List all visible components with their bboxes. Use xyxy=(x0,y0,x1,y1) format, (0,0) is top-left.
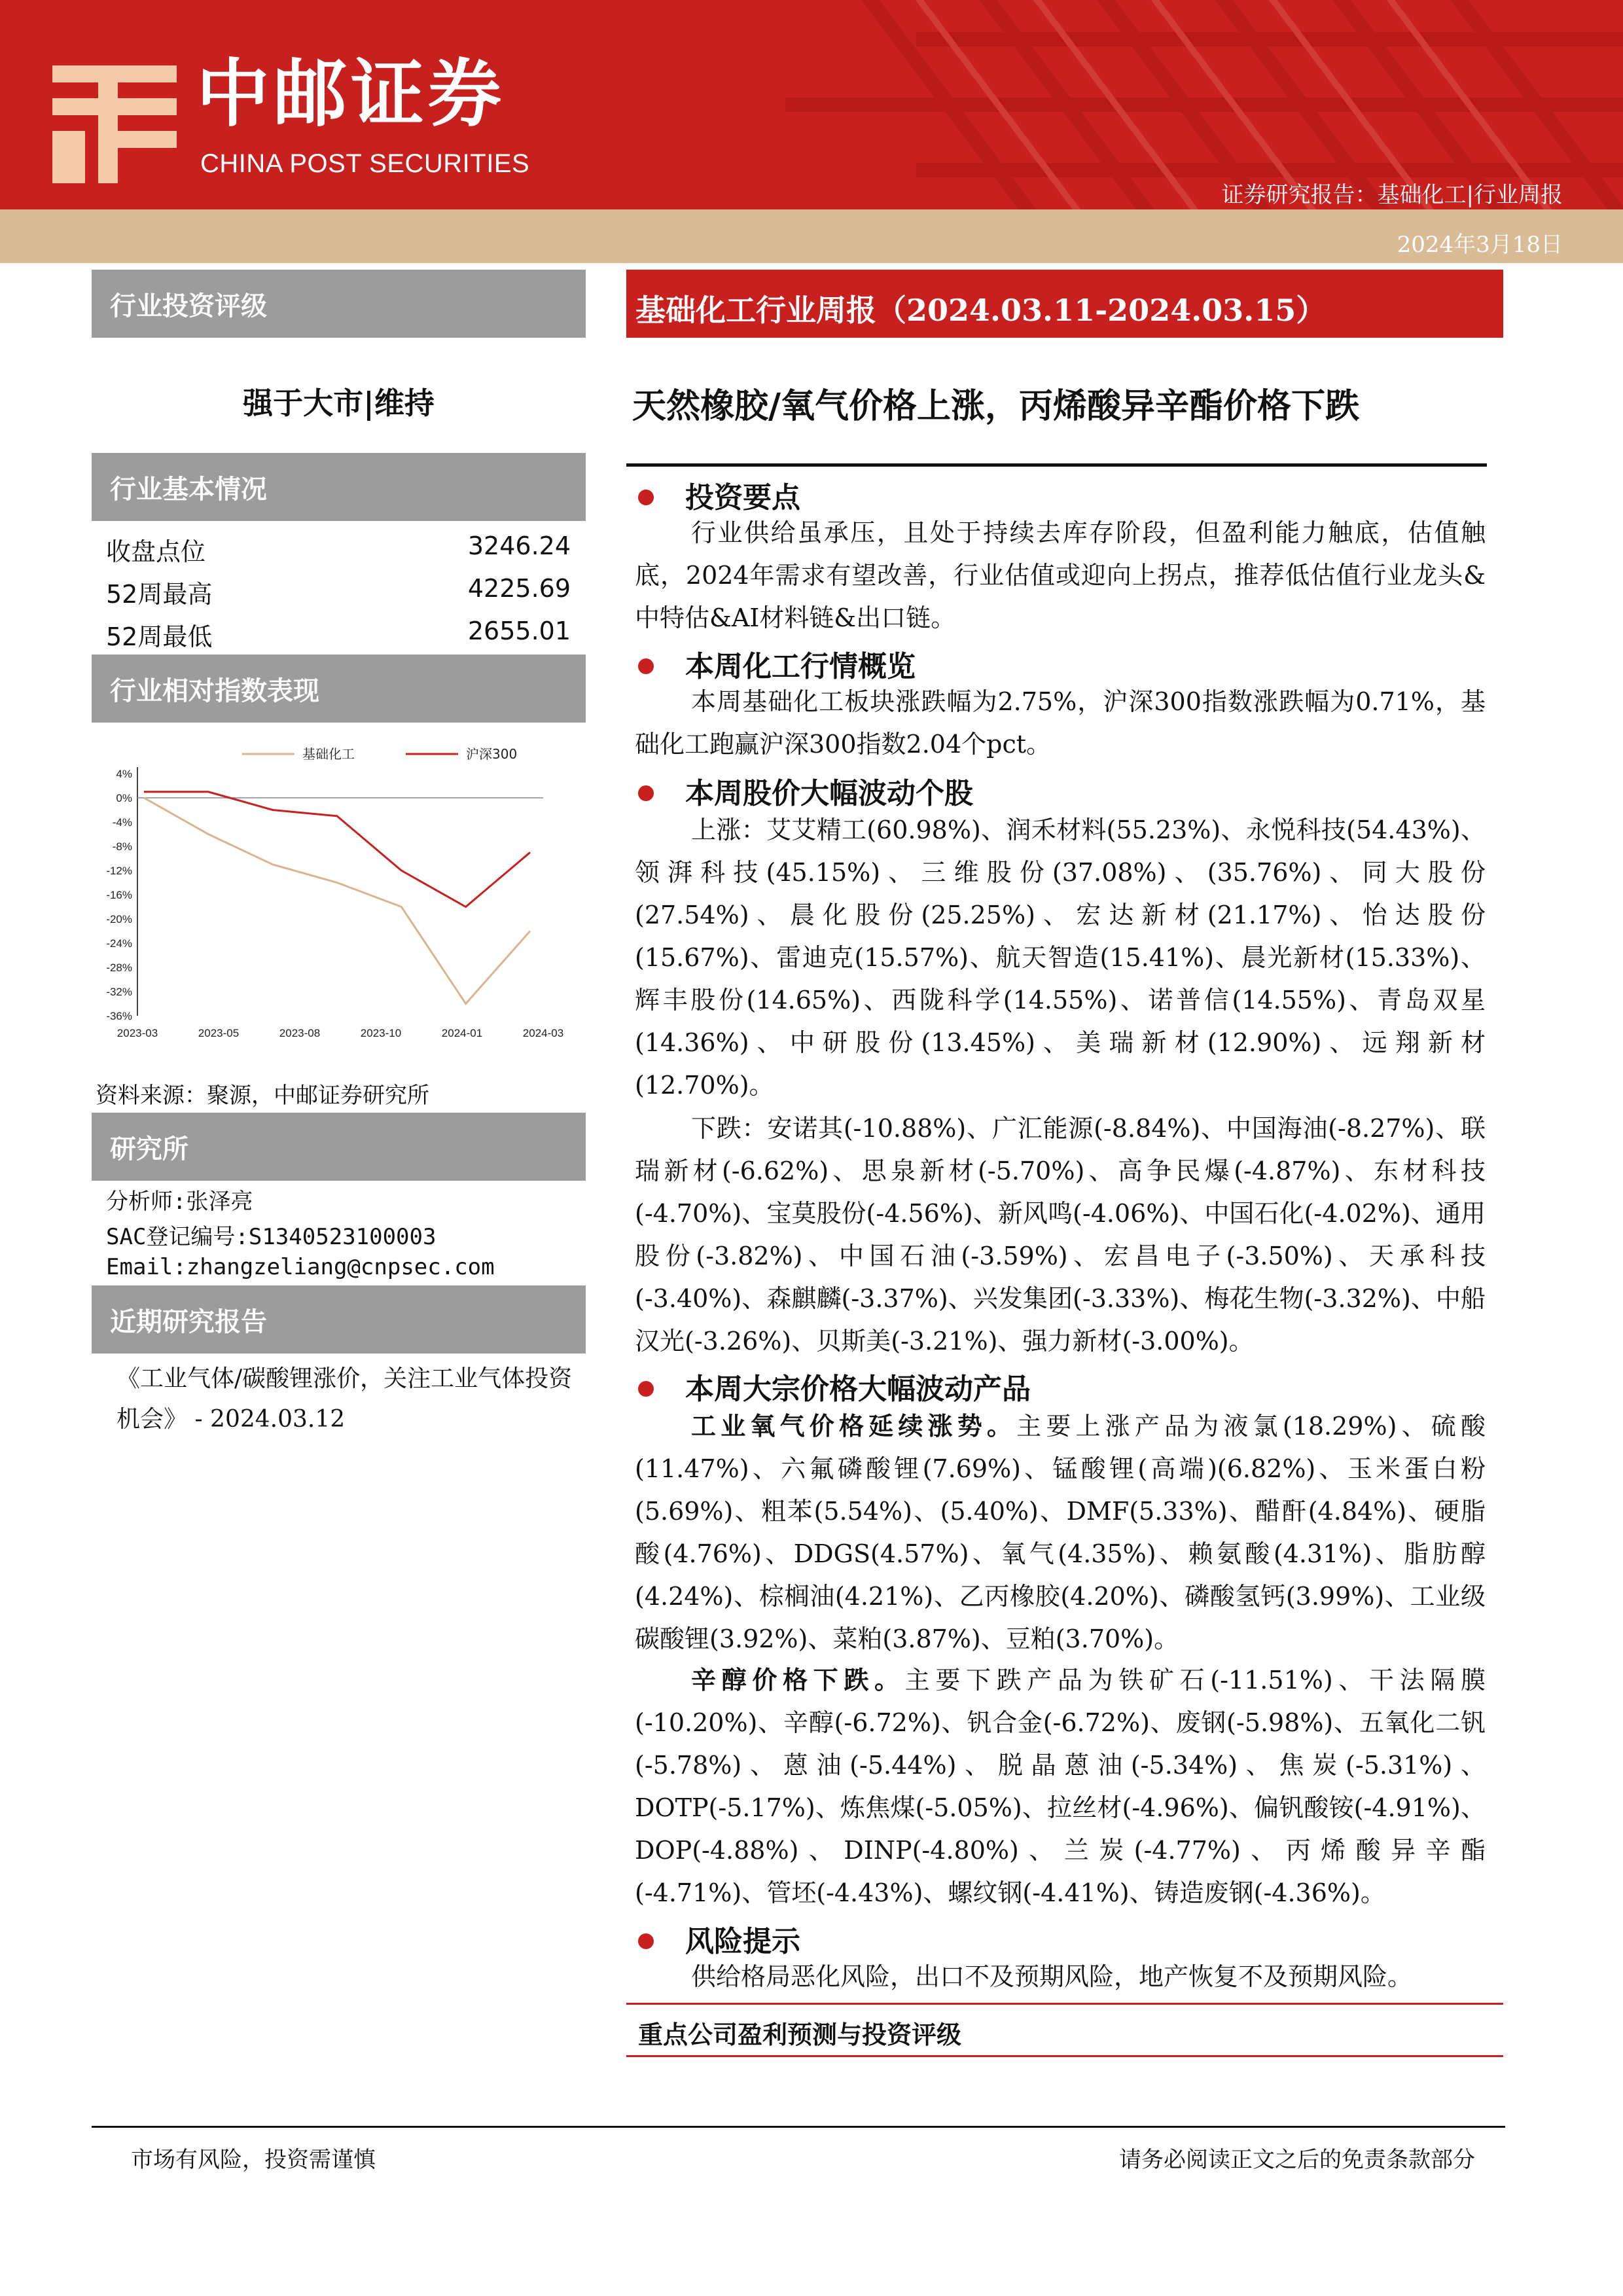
y-tick-label: -24% xyxy=(106,937,132,950)
x-tick-label: 2023-10 xyxy=(360,1027,402,1039)
y-tick-label: -12% xyxy=(106,865,132,877)
recent-section-header xyxy=(92,1285,586,1354)
x-tick-label: 2023-03 xyxy=(116,1027,158,1039)
paragraph xyxy=(635,1659,1486,1914)
report-date: 2024年3月18日 xyxy=(1397,232,1563,258)
chart-source: 资料来源：聚源，中邮证券研究所 xyxy=(96,1083,429,1109)
divider xyxy=(626,463,1487,467)
recent-section-title: 近期研究报告 xyxy=(110,1306,267,1337)
bullet-icon xyxy=(638,658,654,674)
y-tick-label: -8% xyxy=(112,840,132,853)
body-text: 主要上涨产品为液氯(18.29%)、硫酸(11.47%)、六氟磷酸锂(7.69%)、锰酸锂(高端)(6.82%)、玉米蛋白粉(5.69%)、粗苯(5.54%)、(5.40%)、DMF(5.33%)、醋酐(4.84%)、硬脂酸(4.76%)、DDGS(4.57%)、氧气(4.35%)、赖氨酸(4.31%)、脂肪醇(4.24%)、棕榈油(4.21%)、乙丙橡胶(4.20%)、磷酸氢钙(3.99%)、工业级碳酸锂(3.92%)、菜粕(3.87%)、豆粕(3.70%)。 xyxy=(635,1412,1486,1653)
section-body xyxy=(635,1956,1486,1998)
legend-label: 沪深300 xyxy=(466,746,518,762)
paragraph: 下跌：安诺其(-10.88%)、广汇能源(-8.84%)、中国海油(-8.27%)、联瑞新材(-6.62%)、思泉新材(-5.70%)、高争民爆(-4.87%)、东材科技(-4.70%)、宝莫股份(-4.56%)、新风鸣(-4.06%)、中国石化(-4.02%)、通用股份(-3.82%)、中国石油(-3.59%)、宏昌电子(-3.50%)、天承科技(-3.40%)、森麒麟(-3.37%)、兴发集团(-3.33%)、梅花生物(-3.32%)、中船汉光(-3.26%)、贝斯美(-3.21%)、强力新材(-3.00%)。 xyxy=(635,1114,1486,1355)
paragraph: 行业供给虽承压，且处于持续去库存阶段，但盈利能力触底，估值触底，2024年需求有望改善，行业估值或迎向上拐点，推荐低估值行业龙头&中特估&AI材料链&出口链。 xyxy=(635,518,1486,632)
paragraph: 供给格局恶化风险，出口不及预期风险，地产恢复不及预期风险。 xyxy=(691,1962,1413,1991)
relative-index-chart xyxy=(92,728,576,1042)
basic-section-header xyxy=(92,453,586,521)
sac-number: SAC登记编号:S1340523100003 xyxy=(106,1224,437,1250)
bullet-icon xyxy=(638,785,654,801)
headline: 天然橡胶/氧气价格上涨，丙烯酸异辛酯价格下跌 xyxy=(632,386,1359,426)
china-post-logo-icon xyxy=(52,65,177,183)
research-section-header xyxy=(92,1113,586,1181)
lead-text: 辛醇价格下跌。 xyxy=(691,1665,905,1695)
performance-section-header xyxy=(92,655,586,723)
chart-svg xyxy=(92,728,576,1042)
section-title: 风险提示 xyxy=(685,1925,800,1958)
series-line xyxy=(144,792,530,907)
performance-section-title: 行业相对指数表现 xyxy=(110,675,319,706)
stat-label: 收盘点位 xyxy=(106,537,206,566)
y-tick-label: -32% xyxy=(106,986,132,998)
brand-name-en: CHINA POST SECURITIES xyxy=(200,149,530,178)
stat-value: 3246.24 xyxy=(467,531,571,560)
divider xyxy=(626,2055,1503,2057)
section-title: 本周化工行情概览 xyxy=(685,650,916,683)
y-tick-label: -28% xyxy=(106,961,132,974)
section-heading xyxy=(638,1918,800,1960)
section-title: 投资要点 xyxy=(685,481,800,514)
bullet-icon xyxy=(638,1933,654,1949)
section-title: 本周大宗价格大幅波动产品 xyxy=(685,1372,1031,1406)
report-title: 基础化工行业周报（2024.03.11-2024.03.15） xyxy=(635,293,1327,328)
paragraph: 本周基础化工板块涨跌幅为2.75%，沪深300指数涨跌幅为0.71%，基础化工跑赢沪深300指数2.04个pct。 xyxy=(635,687,1486,759)
basic-section-title: 行业基本情况 xyxy=(110,474,267,505)
lead-text: 工业氧气价格延续涨势。 xyxy=(691,1411,1017,1441)
body-text: 主要下跌产品为铁矿石(-11.51%)、干法隔膜(-10.20%)、辛醇(-6.72%)、钒合金(-6.72%)、废钢(-5.98%)、五氧化二钒(-5.78%)、蒽油(-5.44%)、脱晶蒽油(-5.34%)、焦炭(-5.31%)、DOTP(-5.17%)、炼焦煤(-5.05%)、拉丝材(-4.96%)、偏钒酸铵(-4.91%)、DOP(-4.88%)、DINP(-4.80%)、兰炭(-4.77%)、丙烯酸异辛酯(-4.71%)、管坯(-4.43%)、螺纹钢(-4.41%)、铸造废钢(-4.36%)。 xyxy=(635,1666,1486,1907)
industry-rating: 强于大市|维持 xyxy=(243,386,435,421)
y-tick-label: 0% xyxy=(116,792,132,804)
legend-label: 基础化工 xyxy=(302,746,355,762)
footer-risk-note: 市场有风险，投资需谨慎 xyxy=(131,2147,376,2173)
key-forecast-title: 重点公司盈利预测与投资评级 xyxy=(638,2020,962,2049)
section-body xyxy=(635,1659,1486,1914)
y-tick-label: -20% xyxy=(106,913,132,925)
bullet-icon xyxy=(638,1381,654,1397)
section-heading xyxy=(638,643,916,685)
paragraph: 上涨：艾艾精工(60.98%)、润禾材料(55.23%)、永悦科技(54.43%)、领湃科技(45.15%)、三维股份(37.08%)、(35.76%)、同大股份(27.54%)、晨化股份(25.25%)、宏达新材(21.17%)、怡达股份(15.67%)、雷迪克(15.57%)、航天智造(15.41%)、晨光新材(15.33%)、辉丰股份(14.65%)、西陇科学(14.55%)、诺普信(14.55%)、青岛双星(14.36%)、中研股份(13.45%)、美瑞新材(12.90%)、远翔新材(12.70%)。 xyxy=(635,816,1486,1100)
analyst-email[interactable]: Email:zhangzeliang@cnpsec.com xyxy=(106,1254,495,1280)
report-type: 证券研究报告：基础化工|行业周报 xyxy=(1221,182,1563,208)
section-title: 本周股价大幅波动个股 xyxy=(685,777,973,810)
stat-label: 52周最高 xyxy=(106,580,213,609)
x-tick-label: 2023-08 xyxy=(279,1027,321,1039)
stat-value: 4225.69 xyxy=(467,574,571,603)
paragraph xyxy=(635,1405,1486,1660)
y-tick-label: -36% xyxy=(106,1010,132,1022)
section-body xyxy=(635,681,1486,766)
report-title-bar xyxy=(626,270,1503,338)
header-banner xyxy=(0,0,1623,209)
recent-report-link[interactable]: 《工业气体/碳酸锂涨价，关注工业气体投资机会》 - 2024.03.12 xyxy=(116,1365,573,1433)
section-heading xyxy=(638,474,800,516)
y-tick-label: 4% xyxy=(116,768,132,780)
y-tick-label: -4% xyxy=(112,816,132,829)
x-tick-label: 2023-05 xyxy=(198,1027,240,1039)
bullet-icon xyxy=(638,490,654,505)
x-tick-label: 2024-01 xyxy=(441,1027,483,1039)
stat-value: 2655.01 xyxy=(467,617,571,645)
rating-section-title: 行业投资评级 xyxy=(110,291,267,321)
stat-label: 52周最低 xyxy=(106,622,213,651)
section-body xyxy=(635,809,1486,1107)
divider xyxy=(626,2003,1503,2005)
date-bar xyxy=(0,209,1623,263)
section-body xyxy=(635,1107,1486,1363)
footer-divider xyxy=(92,2126,1505,2128)
section-heading xyxy=(638,770,973,812)
section-heading xyxy=(638,1365,1031,1407)
brand-name-cn: 中邮证券 xyxy=(196,52,505,137)
y-tick-label: -16% xyxy=(106,889,132,901)
rating-section-header xyxy=(92,270,586,338)
analyst-name: 分析师:张泽亮 xyxy=(106,1189,253,1215)
research-section-title: 研究所 xyxy=(110,1134,188,1164)
section-body xyxy=(635,512,1486,639)
x-tick-label: 2024-03 xyxy=(522,1027,564,1039)
section-body xyxy=(635,1405,1486,1660)
footer-disclaimer-note: 请务必阅读正文之后的免责条款部分 xyxy=(1119,2147,1475,2173)
